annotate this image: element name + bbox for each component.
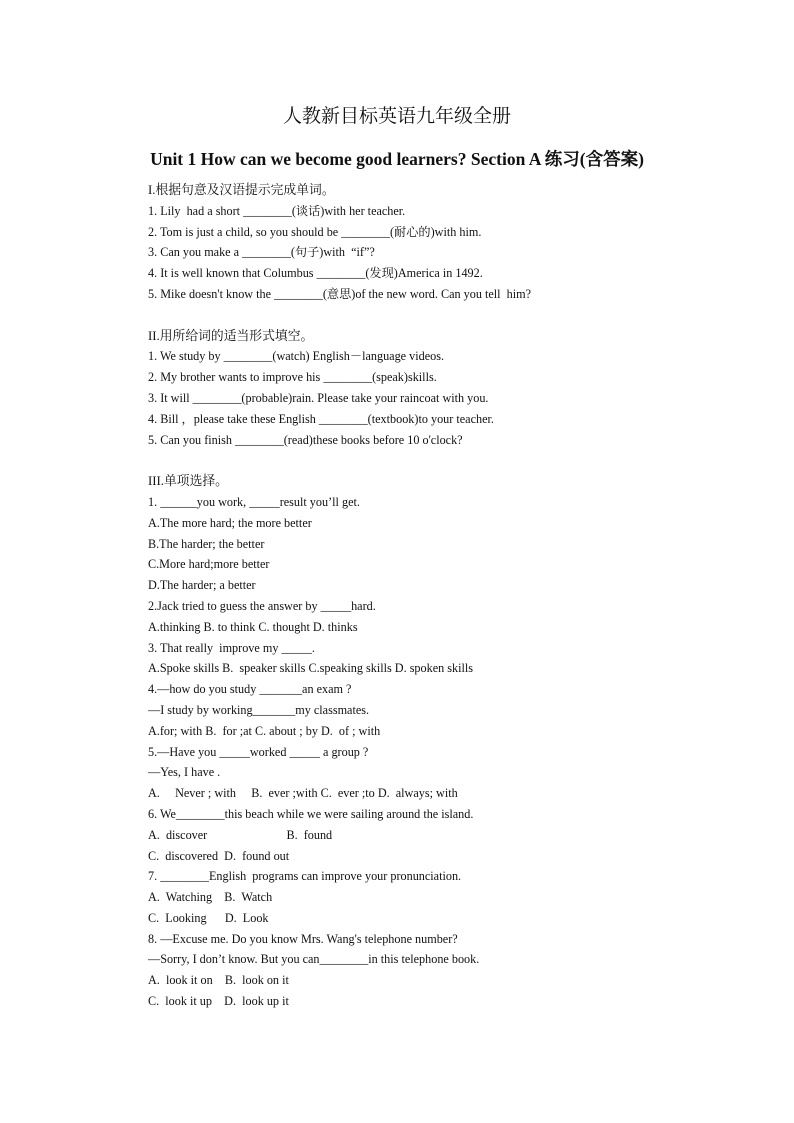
exercise-line: A.The more hard; the more better [148, 515, 312, 530]
section-heading: I.根据句意及汉语提示完成单词。 [148, 183, 335, 197]
exercise-line: 4. Bill ，please take these English ________(textbook)to your teacher. [148, 411, 494, 426]
section-heading: III.单项选择。 [148, 474, 228, 489]
exercise-line: C. discovered D. found out [148, 848, 290, 863]
exercise-line: 7. ________English programs can improve your pronunciation. [148, 869, 462, 884]
exercise-line: 3. Can you make a ________(句子)with “if”? [148, 245, 375, 260]
exercise-line: —Yes, I have . [148, 765, 221, 780]
exercise-line: 4. It is well known that Columbus ________(发现)America in 1492. [148, 266, 483, 281]
exercise-line: A. Watching B. Watch [148, 890, 273, 905]
exercise-line: 1. ______you work, _____result you’ll get. [148, 494, 360, 509]
section-heading: II.用所给词的适当形式填空。 [148, 328, 314, 343]
exercise-line: B.The harder; the better [148, 536, 265, 551]
document-title: 人教新目标英语九年级全册 [282, 106, 511, 127]
exercise-line: C. look it up D. look up it [148, 994, 289, 1009]
exercise-line: 2. Tom is just a child, so you should be ________(耐心的)with him. [148, 224, 482, 239]
exercise-line: A. look it on B. look on it [148, 973, 289, 988]
exercise-line: —I study by working_______my classmates. [148, 702, 370, 717]
unit-title: Unit 1 How can we become good learners? Section A 练习(含答案) [150, 149, 644, 169]
exercise-line: —Sorry, I don’t know. But you can________in this telephone book. [148, 952, 480, 967]
exercise-line: C.More hard;more better [148, 557, 270, 572]
exercise-line: A. discover B. found [148, 827, 333, 842]
exercise-line: C. Looking D. Look [148, 910, 269, 925]
section-spacer [148, 305, 768, 326]
exercise-line: A.for; with B. for ;at C. about ; by D. of ; with [148, 723, 381, 738]
exercise-line: D.The harder; a better [148, 578, 256, 593]
exercise-line: 5.—Have you _____worked _____ a group ? [148, 744, 369, 759]
exercise-line: 2. My brother wants to improve his ________(speak)skills. [148, 370, 437, 385]
exercise-line: 3. It will ________(probable)rain. Please take your raincoat with you. [148, 390, 489, 405]
exercise-line: 3. That really improve my _____. [148, 640, 315, 655]
section-spacer [148, 450, 768, 471]
exercise-line: A. Never ; with B. ever ;with C. ever ;to D. always; with [148, 786, 458, 801]
exercise-line: 1. We study by ________(watch) English－language videos. [148, 349, 444, 364]
exercise-line: 4.—how do you study _______an exam ? [148, 682, 352, 697]
exercise-line: A.Spoke skills B. speaker skills C.speaking skills D. spoken skills [148, 661, 474, 676]
exercise-line: A.thinking B. to think C. thought D. thinks [148, 619, 358, 634]
exercise-line: 5. Can you finish ________(read)these books before 10 o'clock? [148, 432, 463, 447]
exercise-line: 5. Mike doesn't know the ________(意思)of the new word. Can you tell him? [148, 286, 531, 301]
exercise-body [148, 180, 768, 1012]
exercise-line: 8. —Excuse me. Do you know Mrs. Wang's telephone number? [148, 931, 458, 946]
exercise-line: 1. Lily had a short ________(谈话)with her teacher. [148, 203, 406, 218]
exercise-line: 6. We________this beach while we were sailing around the island. [148, 806, 474, 821]
exercise-line: 2.Jack tried to guess the answer by _____hard. [148, 598, 376, 613]
